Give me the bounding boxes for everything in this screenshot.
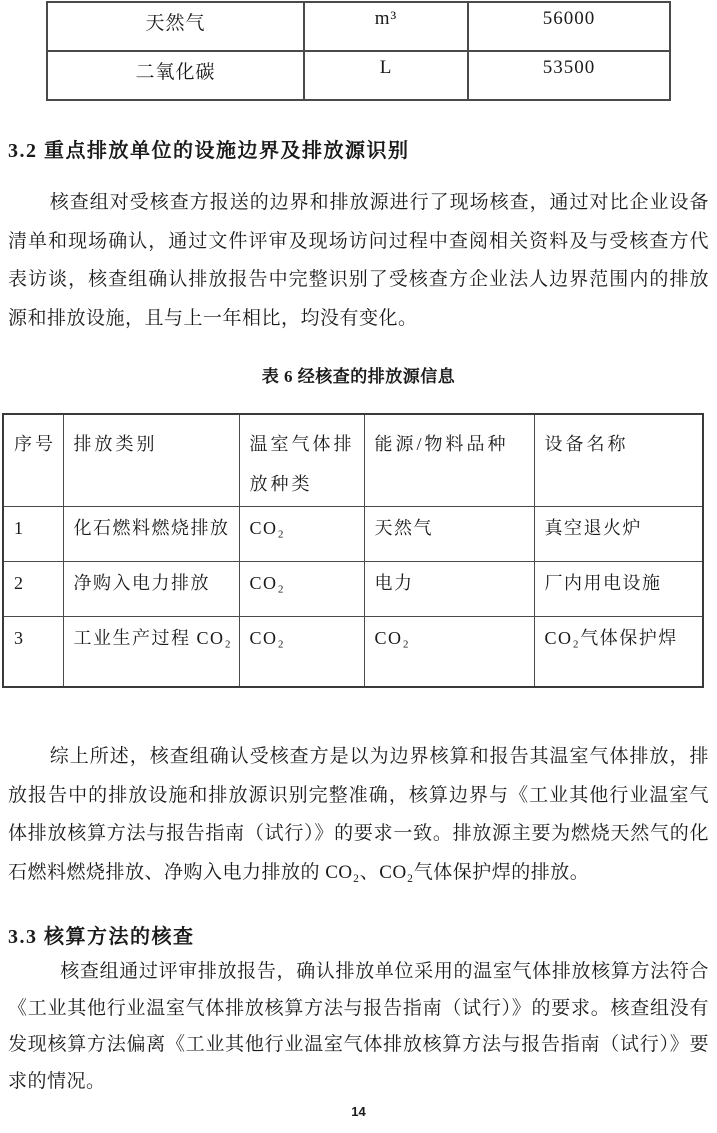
table-cell: CO₂: [239, 616, 364, 687]
table6-header-cell: 能源/物料品种: [364, 414, 534, 506]
table-cell: CO₂气体保护焊: [534, 616, 703, 687]
table-cell: 3: [3, 616, 63, 687]
table-cell: 真空退火炉: [534, 506, 703, 561]
table6-caption: 表 6 经核查的排放源信息: [261, 367, 456, 386]
table6-header-cell: 排放类别: [63, 414, 239, 506]
section-heading-3-2: 3.2 重点排放单位的设施边界及排放源识别: [8, 140, 410, 162]
section-3-2-paragraph: 核查组对受核查方报送的边界和排放源进行了现场核查，通过对比企业设备清单和现场确认，通过文件评审及现场访问过程中查阅相关资料及与受核查方代表访谈，核查组确认排放报告中完整识别了受核查方企业法人边界范围内的排放源和排放设施，且与上一年相比，均没有变化。: [8, 192, 709, 329]
table-cell: 53500: [468, 51, 670, 100]
table-cell: 2: [3, 561, 63, 616]
table-header-row: [3, 414, 703, 506]
table-cell: L: [304, 51, 468, 100]
section-3-3-paragraph: 核查组通过评审排放报告，确认排放单位采用的温室气体排放核算方法符合《工业其他行业温室气体排放核算方法与报告指南（试行）》的要求。核查组没有发现核算方法偏离《工业其他行业温室气体排放核算方法与报告指南（试行）》要求的情况。: [8, 961, 709, 1092]
table-cell: 工业生产过程 CO₂: [63, 616, 239, 687]
table-row: [3, 561, 703, 616]
table6-header-cell: 序号: [3, 414, 63, 506]
table-cell: 厂内用电设施: [534, 561, 703, 616]
page-number: 14: [351, 1104, 366, 1119]
table6-header-cell: 设备名称: [534, 414, 703, 506]
table-row: [47, 2, 670, 51]
summary-paragraph: 综上所述，核查组确认受核查方是以为边界核算和报告其温室气体排放，排放报告中的排放设施和排放源识别完整准确，核算边界与《工业其他行业温室气体排放核算方法与报告指南（试行）》的要求一致。排放源主要为燃烧天然气的化石燃料燃烧排放、净购入电力排放的 CO₂、CO₂气体保护焊的排放。: [8, 746, 709, 883]
table-cell: 天然气: [364, 506, 534, 561]
table-cell: 56000: [468, 2, 670, 51]
table-row: [3, 616, 703, 687]
table-cell: CO₂: [239, 561, 364, 616]
table-cell: 1: [3, 506, 63, 561]
table-cell: 天然气: [47, 2, 304, 51]
table-cell: 电力: [364, 561, 534, 616]
table-row: [3, 506, 703, 561]
table-cell: 化石燃料燃烧排放: [63, 506, 239, 561]
table6-header-cell: 温室气体排放种类: [239, 414, 364, 506]
table-cell: CO₂: [364, 616, 534, 687]
table-cell: 净购入电力排放: [63, 561, 239, 616]
table-cell: m³: [304, 2, 468, 51]
table-cell: CO₂: [239, 506, 364, 561]
fuel-quantity-table: [46, 1, 671, 101]
table-row: [47, 51, 670, 100]
section-heading-3-3: 3.3 核算方法的核查: [8, 926, 195, 948]
emission-source-table: [2, 413, 704, 688]
table-cell: 二氧化碳: [47, 51, 304, 100]
